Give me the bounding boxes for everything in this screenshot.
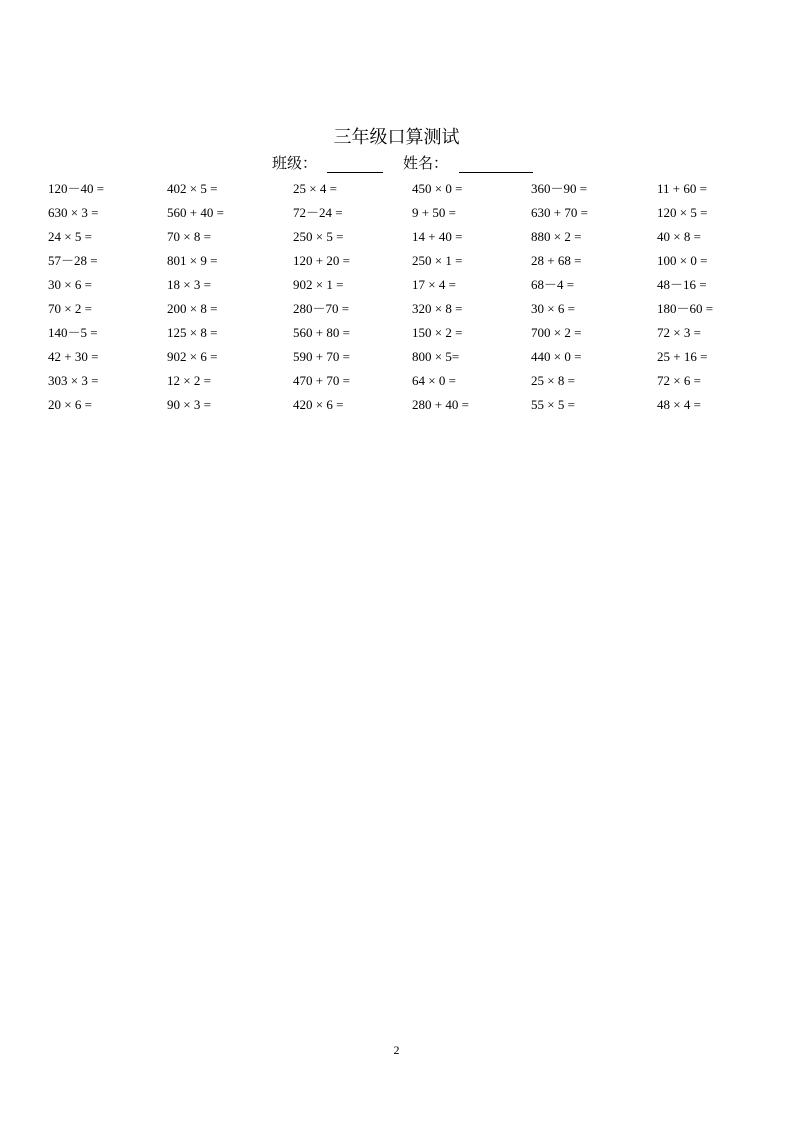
problem-row [0,202,793,226]
problem-item: 11 + 60 = [657,181,707,196]
problem-item: 303 × 3 = [48,373,99,388]
class-blank [327,172,383,173]
problem-item: 9 + 50 = [412,205,456,220]
problem-item: 440 × 0 = [531,349,582,364]
problem-item: 560 + 80 = [293,325,350,340]
problem-item: 120 + 20 = [293,253,350,268]
student-info-line [0,152,793,176]
problem-item: 450 × 0 = [412,181,463,196]
problem-item: 250 × 1 = [412,253,463,268]
problem-item: 120－40 = [48,181,105,196]
problem-item: 880 × 2 = [531,229,582,244]
problem-item: 200 × 8 = [167,301,218,316]
problem-row [0,250,793,274]
problem-item: 55 × 5 = [531,397,575,412]
problem-item: 57－28 = [48,253,98,268]
problem-item: 72 × 3 = [657,325,701,340]
problem-item: 70 × 2 = [48,301,92,316]
problem-row [0,274,793,298]
problem-row [0,178,793,202]
problem-item: 48 × 4 = [657,397,701,412]
problem-item: 280 + 40 = [412,397,469,412]
problem-item: 100 × 0 = [657,253,708,268]
problem-item: 70 × 8 = [167,229,211,244]
name-blank [459,172,533,173]
problem-item: 360－90 = [531,181,588,196]
problem-item: 40 × 8 = [657,229,701,244]
problem-item: 630 + 70 = [531,205,588,220]
problem-item: 30 × 6 = [48,277,92,292]
problem-row [0,346,793,370]
problem-item: 150 × 2 = [412,325,463,340]
problem-item: 14 + 40 = [412,229,463,244]
problem-item: 630 × 3 = [48,205,99,220]
problem-item: 25 + 16 = [657,349,708,364]
problem-item: 800 × 5= [412,349,460,364]
problem-item: 120 × 5 = [657,205,708,220]
problem-item: 12 × 2 = [167,373,211,388]
problem-item: 24 × 5 = [48,229,92,244]
class-label: 班级： [272,154,318,172]
problem-item: 402 × 5 = [167,181,218,196]
problem-item: 25 × 8 = [531,373,575,388]
problem-item: 140－5 = [48,325,98,340]
problem-item: 250 × 5 = [293,229,344,244]
problem-row [0,370,793,394]
problem-grid [0,178,793,418]
problem-item: 68－4 = [531,277,575,292]
problem-item: 25 × 4 = [293,181,337,196]
problem-item: 20 × 6 = [48,397,92,412]
page-title: 三年级口算测试 [333,127,460,148]
problem-item: 902 × 1 = [293,277,344,292]
problem-item: 700 × 2 = [531,325,582,340]
problem-item: 125 × 8 = [167,325,218,340]
problem-item: 320 × 8 = [412,301,463,316]
problem-item: 90 × 3 = [167,397,211,412]
page-number: 2 [393,1043,400,1057]
problem-item: 590 + 70 = [293,349,350,364]
name-label: 姓名： [403,154,449,172]
problem-row [0,226,793,250]
problem-item: 470 + 70 = [293,373,350,388]
problem-item: 28 + 68 = [531,253,582,268]
problem-item: 42 + 30 = [48,349,99,364]
problem-item: 72－24 = [293,205,343,220]
problem-item: 902 × 6 = [167,349,218,364]
problem-item: 17 × 4 = [412,277,456,292]
problem-row [0,298,793,322]
problem-item: 180－60 = [657,301,714,316]
problem-item: 72 × 6 = [657,373,701,388]
problem-item: 560 + 40 = [167,205,224,220]
problem-item: 64 × 0 = [412,373,456,388]
problem-item: 18 × 3 = [167,277,211,292]
problem-item: 801 × 9 = [167,253,218,268]
problem-item: 30 × 6 = [531,301,575,316]
problem-row [0,394,793,418]
problem-row [0,322,793,346]
problem-item: 420 × 6 = [293,397,344,412]
problem-item: 280－70 = [293,301,350,316]
problem-item: 48－16 = [657,277,707,292]
